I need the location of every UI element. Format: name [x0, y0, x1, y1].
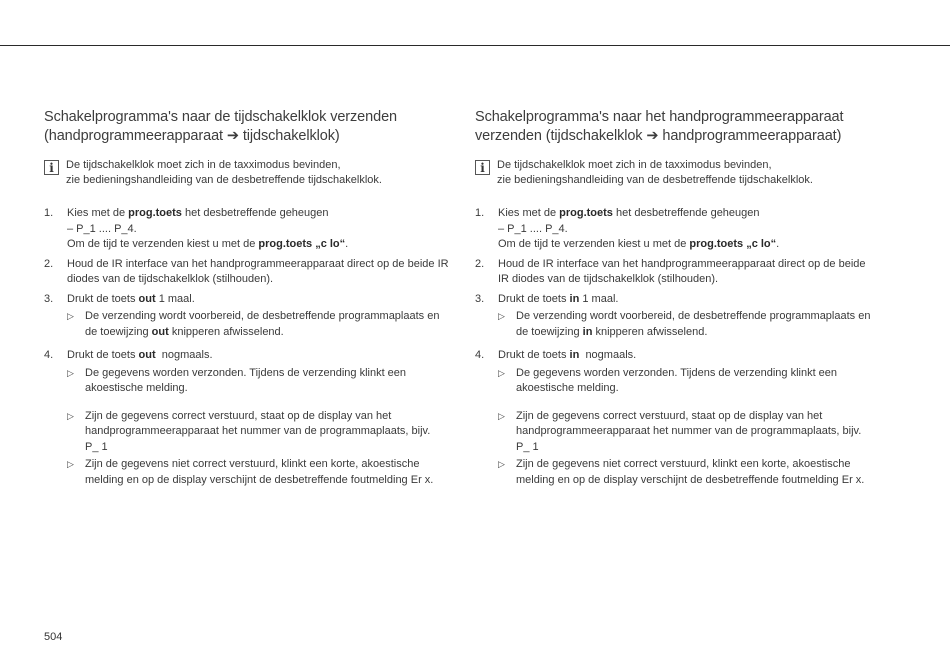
sub-text: Zijn de gegevens correct verstuurd, staat op de display van het: [85, 409, 392, 422]
right-title-line-2: verzenden (tijdschakelklok ➔ handprogrammeerapparaat): [475, 128, 842, 144]
step-text: 1 maal.: [579, 292, 619, 305]
step-text: .: [776, 238, 780, 250]
step-text: – P_1 .... P_4.: [498, 222, 568, 235]
left-steps-list: [44, 206, 449, 488]
left-note-line-2: zie bedieningshandleiding van de desbetreffende tijdschakelklok.: [66, 174, 382, 186]
sub-text: P_ 1: [516, 440, 539, 453]
sub-item: [67, 457, 444, 488]
triangle-bullet-icon: ▷: [498, 459, 505, 469]
step-key: prog.toets: [128, 207, 182, 219]
step-text: Drukt de toets: [498, 292, 570, 305]
sub-text: De verzending wordt voorbereid, de desbetreffende programmaplaats en: [516, 310, 871, 322]
sub-text: P_ 1: [85, 440, 108, 453]
triangle-bullet-icon: ▷: [498, 410, 505, 421]
sub-text: akoestische melding.: [85, 382, 188, 394]
triangle-bullet-icon: ▷: [498, 367, 505, 378]
list-item: [44, 206, 444, 253]
left-title-line-1: Schakelprogramma's naar de tijdschakelklok verzenden: [44, 109, 398, 125]
left-column: [44, 108, 449, 492]
step-text: Drukt de toets: [67, 292, 139, 305]
step-text: het desbetreffende geheugen: [181, 207, 329, 219]
sub-text: De verzending wordt voorbereid, de desbetreffende programmaplaats en: [85, 310, 440, 322]
right-column: [475, 108, 875, 492]
sub-item: [67, 366, 444, 397]
step-text: het desbetreffende geheugen: [612, 207, 760, 219]
list-item: [475, 292, 875, 341]
step-text: .: [345, 238, 349, 250]
sub-item: [498, 309, 875, 340]
list-item: [475, 257, 875, 288]
triangle-bullet-icon: ▷: [67, 367, 74, 378]
page-number: 504: [44, 631, 63, 643]
sub-item: [67, 309, 444, 340]
step-key: prog.toets „c lo“: [258, 238, 346, 250]
list-item: [44, 348, 444, 488]
info-glyph: i: [49, 160, 54, 175]
step-number: 3.: [475, 292, 485, 305]
step-text: Drukt de toets: [67, 349, 139, 361]
step-text: nogmaals.: [579, 349, 637, 361]
right-info-note: [475, 158, 875, 188]
step-text: 1 maal.: [155, 292, 195, 305]
step-text: Kies met de: [67, 207, 129, 219]
left-section-title: [44, 108, 444, 146]
sub-item: [498, 366, 875, 397]
step-number: 2.: [44, 257, 54, 270]
info-icon: [44, 160, 59, 175]
step-text: diodes van de tijdschakelklok (stilhouden).: [67, 273, 274, 285]
list-item: [44, 257, 449, 288]
step-key: in: [569, 292, 580, 305]
right-note-line-2: zie bedieningshandleiding van de desbetreffende tijdschakelklok.: [497, 174, 813, 186]
step-text: Om de tijd te verzenden kiest u met de: [67, 238, 259, 250]
sub-text: knipperen afwisselend.: [592, 325, 708, 338]
step-text: nogmaals.: [155, 349, 213, 361]
left-note-line-1: De tijdschakelklok moet zich in de taxximodus bevinden,: [66, 159, 341, 171]
sub-item: [498, 457, 875, 488]
info-icon: [475, 160, 490, 175]
triangle-bullet-icon: ▷: [67, 311, 74, 321]
step-text: IR diodes van de tijdschakelklok (stilhouden).: [498, 273, 719, 285]
sub-text: akoestische melding.: [516, 382, 619, 394]
triangle-bullet-icon: ▷: [67, 459, 74, 469]
sub-text: handprogrammeerapparaat het nummer van de programmaplaats, bijv.: [516, 425, 862, 437]
step-number: 4.: [44, 349, 54, 361]
step-key: out: [138, 292, 156, 305]
triangle-bullet-icon: ▷: [67, 410, 74, 421]
step-number: 1.: [44, 207, 54, 219]
sub-item: [67, 409, 444, 456]
step-key: prog.toets „c lo“: [689, 238, 777, 250]
right-section-title: [475, 108, 875, 146]
step-number: 2.: [475, 257, 485, 270]
sub-text: knipperen afwisselend.: [168, 325, 284, 338]
sub-text: De gegevens worden verzonden. Tijdens de verzending klinkt een: [516, 366, 838, 379]
step-text: – P_1 .... P_4.: [67, 222, 137, 235]
sub-item: [498, 409, 875, 456]
step-text: Om de tijd te verzenden kiest u met de: [498, 238, 690, 250]
left-info-note: [44, 158, 444, 188]
triangle-bullet-icon: ▷: [498, 311, 505, 321]
sub-text: Zijn de gegevens niet correct verstuurd, klinkt een korte, akoestische: [85, 458, 420, 470]
sub-text: de toewijzing: [516, 325, 583, 338]
sub-text: melding en op de display verschijnt de desbetreffende foutmelding Er x.: [85, 473, 434, 486]
step-key: in: [569, 349, 580, 361]
step-number: 4.: [475, 349, 485, 361]
sub-text: handprogrammeerapparaat het nummer van de programmaplaats, bijv.: [85, 425, 431, 437]
right-title-line-1: Schakelprogramma's naar het handprogrammeerapparaat: [475, 109, 844, 125]
right-note-line-1: De tijdschakelklok moet zich in de taxximodus bevinden,: [497, 159, 772, 171]
step-text: Houd de IR interface van het handprogrammeerapparaat direct op de beide: [498, 257, 866, 270]
sub-text: Zijn de gegevens correct verstuurd, staat op de display van het: [516, 409, 823, 422]
sub-text: de toewijzing: [85, 325, 152, 338]
list-item: [44, 292, 444, 341]
sub-text: melding en op de display verschijnt de desbetreffende foutmelding Er x.: [516, 473, 865, 486]
step-text: Drukt de toets: [498, 349, 570, 361]
step-number: 1.: [475, 207, 485, 219]
step-text: Kies met de: [498, 207, 560, 219]
right-steps-list: [475, 206, 875, 488]
info-glyph: i: [480, 160, 485, 175]
sub-text: De gegevens worden verzonden. Tijdens de verzending klinkt een: [85, 366, 407, 379]
step-key: out: [138, 349, 156, 361]
list-item: [475, 206, 875, 253]
step-text: Houd de IR interface van het handprogrammeerapparaat direct op de beide IR: [67, 257, 449, 270]
list-item: [475, 348, 875, 488]
step-key: out: [151, 325, 169, 338]
step-key: prog.toets: [559, 207, 613, 219]
sub-text: Zijn de gegevens niet correct verstuurd, klinkt een korte, akoestische: [516, 458, 851, 470]
top-rule: [0, 45, 950, 46]
left-title-line-2: (handprogrammeerapparaat ➔ tijdschakelklok): [44, 128, 340, 144]
step-number: 3.: [44, 292, 54, 305]
step-key: in: [582, 325, 593, 338]
